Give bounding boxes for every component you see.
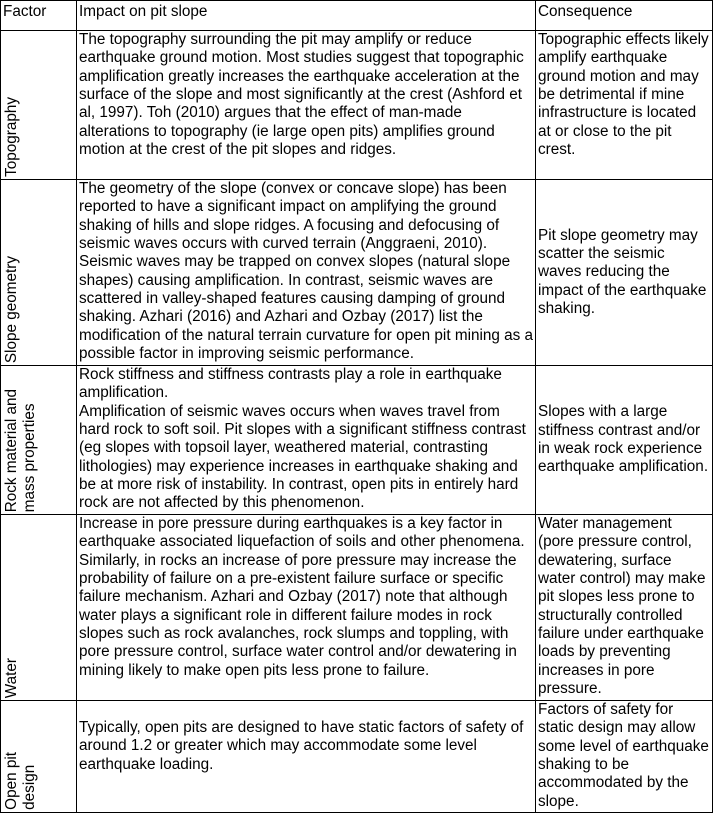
factor-label: Topography [3, 97, 20, 177]
table-row-slope-geometry [1, 180, 713, 366]
factor-label: Slope geometry [3, 255, 20, 363]
factor-cell [1, 180, 77, 366]
table-row-rock-properties [1, 366, 713, 515]
impact-text: The topography surrounding the pit may amplify or reduce earthquake ground motion. Most studies suggest that topographic amplification greatly increases the earthquake acceleration at the surface of the slope and most significantly at the crest (Ashford et al, 1997). Toh (2010) argues that the effect of man-made alterations to topography (ie large open pits) amplifies ground motion at the crest of the pit slopes and ridges. [79, 31, 524, 159]
consequence-cell: Pit slope geometry may scatter the seismic waves reducing the impact of the earthquake shaking. [536, 180, 713, 366]
table-row-open-pit-design [1, 701, 713, 813]
table-row-topography [1, 31, 713, 180]
factor-label-line: design [21, 764, 38, 810]
header-factor: Factor [1, 1, 77, 31]
impact-cell [77, 180, 536, 366]
factor-label: Water [3, 657, 20, 698]
factor-cell [1, 701, 77, 813]
impact-text: Rock stiffness and stiffness contrasts play a role in earthquake amplification. [79, 366, 502, 402]
factor-label [3, 752, 39, 810]
consequence-cell: Water management (pore pressure control, dewatering, surface water control) may make pit slopes less prone to structurally controlled failure under earthquake loads by preventing increases in pore pressure. [536, 515, 713, 701]
factor-label-line: Rock material and [3, 388, 20, 512]
consequence-cell: Slopes with a large stiffness contrast and/or in weak rock experience earthquake amplification. [536, 366, 713, 515]
table-row-water [1, 515, 713, 701]
factor-label [3, 389, 39, 512]
impact-text: Amplification of seismic waves occurs when waves travel from hard rock to soft soil. Pit slopes with a significant stiffness contrast (eg slopes with topsoil layer, weathered material, contrasting lithologies) may experience increases in earthquake shaking and be at more risk of instability. In contrast, open pits in entirely hard rock are not affected by this phenomenon. [79, 402, 526, 512]
impact-text: Typically, open pits are designed to have static factors of safety of around 1.2 or greater which may accommodate some level earthquake loading. [79, 719, 524, 773]
impact-cell [77, 701, 536, 813]
header-impact: Impact on pit slope [77, 1, 536, 31]
factor-cell [1, 515, 77, 701]
consequence-cell: Factors of safety for static design may allow some level of earthquake shaking to be accommodated by the slope. [536, 701, 713, 813]
impact-cell [77, 515, 536, 701]
header-row [1, 1, 713, 31]
factor-cell [1, 366, 77, 515]
impact-text: The geometry of the slope (convex or concave slope) has been reported to have a significant impact on amplifying the ground shaking of hills and slope ridges. A focusing and defocusing of seismic waves occurs with curved terrain (Anggraeni, 2010). Seismic waves may be trapped on convex slopes (natural slope shapes) causing amplification. In contrast, seismic waves are scattered in valley-shaped features causing damping of ground shaking. Azhari (2016) and Azhari and Ozbay (2017) list the modification of the natural terrain curvature for open pit mining as a possible factor in improving seismic performance. [79, 180, 534, 363]
factor-label-line: Open pit [3, 752, 20, 810]
factor-label-line: mass properties [21, 403, 38, 512]
consequence-cell: Topographic effects likely amplify earthquake ground motion and may be detrimental if mine infrastructure is located at or close to the pit crest. [536, 31, 713, 180]
header-consequence: Consequence [536, 1, 713, 31]
impact-cell [77, 366, 536, 515]
factor-cell [1, 31, 77, 180]
impact-cell [77, 31, 536, 180]
impact-text: Increase in pore pressure during earthquakes is a key factor in earthquake associated liquefaction of soils and other phenomena. Similarly, in rocks an increase of pore pressure may increase the probability of failure on a pre-existent failure surface or specific failure mechanism. Azhari and Ozbay (2017) note that although water plays a significant role in different failure modes in rock slopes such as rock avalanches, rock slumps and toppling, with pore pressure control, surface water control and/or dewatering in mining likely to make open pits less prone to failure. [79, 515, 525, 679]
